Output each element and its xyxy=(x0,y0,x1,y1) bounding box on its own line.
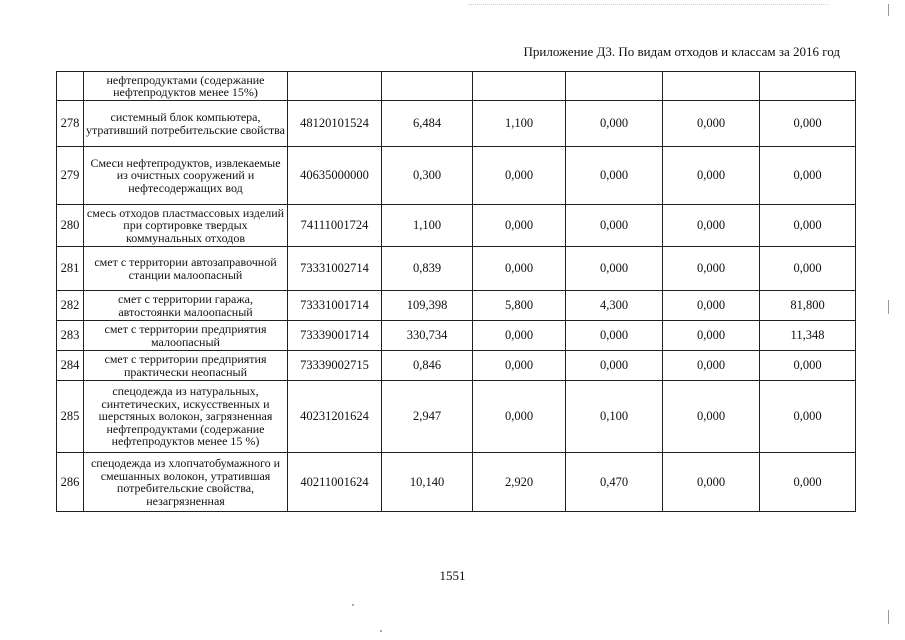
scan-speck xyxy=(352,604,354,606)
value-cell-2: 0,000 xyxy=(473,381,566,453)
value-cell-2: 0,000 xyxy=(473,247,566,291)
value-cell-4 xyxy=(663,72,760,101)
scan-edge-mark xyxy=(888,610,889,624)
waste-name-cell: смесь отходов пластмассовых изделий при сортировке твердых коммунальных отходов xyxy=(84,205,288,247)
value-cell-3: 0,000 xyxy=(566,101,663,147)
fkko-code-cell: 73331001714 xyxy=(288,291,382,321)
value-cell-3 xyxy=(566,72,663,101)
row-number-cell xyxy=(57,72,84,101)
table-row xyxy=(57,351,856,381)
row-number-cell: 284 xyxy=(57,351,84,381)
fkko-code-cell xyxy=(288,72,382,101)
value-cell-1: 6,484 xyxy=(382,101,473,147)
page-header: Приложение Д3. По видам отходов и классам за 2016 год xyxy=(523,44,840,59)
value-cell-5: 0,000 xyxy=(760,147,856,205)
value-cell-2: 5,800 xyxy=(473,291,566,321)
value-cell-1: 0,300 xyxy=(382,147,473,205)
row-number-cell: 279 xyxy=(57,147,84,205)
value-cell-5: 0,000 xyxy=(760,381,856,453)
value-cell-3: 0,000 xyxy=(566,147,663,205)
scan-artifact-line xyxy=(468,4,828,5)
row-number-cell: 286 xyxy=(57,453,84,512)
table-row xyxy=(57,247,856,291)
value-cell-2: 2,920 xyxy=(473,453,566,512)
row-number-cell: 278 xyxy=(57,101,84,147)
waste-name-cell: спецодежда из хлопчатобумажного и смешанных волокон, утратившая потребительские свойства, незагрязненная xyxy=(84,453,288,512)
value-cell-3: 0,000 xyxy=(566,321,663,351)
fkko-code-cell: 48120101524 xyxy=(288,101,382,147)
row-number-cell: 280 xyxy=(57,205,84,247)
value-cell-1: 109,398 xyxy=(382,291,473,321)
value-cell-4: 0,000 xyxy=(663,321,760,351)
table-row xyxy=(57,101,856,147)
waste-name-cell: смет с территории автозаправочной станции малоопасный xyxy=(84,247,288,291)
value-cell-4: 0,000 xyxy=(663,147,760,205)
value-cell-2: 1,100 xyxy=(473,101,566,147)
value-cell-3: 0,470 xyxy=(566,453,663,512)
value-cell-2 xyxy=(473,72,566,101)
value-cell-5: 0,000 xyxy=(760,247,856,291)
value-cell-3: 0,000 xyxy=(566,205,663,247)
value-cell-4: 0,000 xyxy=(663,351,760,381)
table-row xyxy=(57,205,856,247)
value-cell-4: 0,000 xyxy=(663,247,760,291)
value-cell-5: 11,348 xyxy=(760,321,856,351)
waste-name-cell: смет с территории предприятия малоопасный xyxy=(84,321,288,351)
value-cell-1: 330,734 xyxy=(382,321,473,351)
value-cell-4: 0,000 xyxy=(663,205,760,247)
waste-table xyxy=(56,71,856,512)
value-cell-3: 0,000 xyxy=(566,351,663,381)
fkko-code-cell: 73339002715 xyxy=(288,351,382,381)
fkko-code-cell: 40211001624 xyxy=(288,453,382,512)
value-cell-2: 0,000 xyxy=(473,321,566,351)
value-cell-4: 0,000 xyxy=(663,291,760,321)
value-cell-1 xyxy=(382,72,473,101)
value-cell-4: 0,000 xyxy=(663,381,760,453)
value-cell-5: 81,800 xyxy=(760,291,856,321)
waste-name-cell: смет с территории предприятия практически неопасный xyxy=(84,351,288,381)
table-row xyxy=(57,291,856,321)
page-number: 1551 xyxy=(439,568,466,583)
value-cell-4: 0,000 xyxy=(663,101,760,147)
value-cell-1: 2,947 xyxy=(382,381,473,453)
fkko-code-cell: 73339001714 xyxy=(288,321,382,351)
scan-edge-mark xyxy=(888,4,889,16)
row-number-cell: 281 xyxy=(57,247,84,291)
table-row xyxy=(57,72,856,101)
value-cell-2: 0,000 xyxy=(473,147,566,205)
value-cell-5 xyxy=(760,72,856,101)
waste-name-cell: системный блок компьютера, утративший потребительские свойства xyxy=(84,101,288,147)
scan-edge-mark xyxy=(888,300,889,314)
value-cell-5: 0,000 xyxy=(760,101,856,147)
value-cell-5: 0,000 xyxy=(760,205,856,247)
value-cell-2: 0,000 xyxy=(473,205,566,247)
value-cell-5: 0,000 xyxy=(760,351,856,381)
waste-name-cell: смет с территории гаража, автостоянки малоопасный xyxy=(84,291,288,321)
fkko-code-cell: 73331002714 xyxy=(288,247,382,291)
table-row xyxy=(57,147,856,205)
fkko-code-cell: 40231201624 xyxy=(288,381,382,453)
table-row xyxy=(57,453,856,512)
waste-name-cell: спецодежда из натуральных, синтетических, искусственных и шерстяных волокон, загрязненная нефтепродуктами (содержание нефтепродуктов менее 15 %) xyxy=(84,381,288,453)
value-cell-3: 0,100 xyxy=(566,381,663,453)
row-number-cell: 282 xyxy=(57,291,84,321)
waste-name-cell: нефтепродуктами (содержание нефтепродуктов менее 15%) xyxy=(84,72,288,101)
table-row xyxy=(57,321,856,351)
value-cell-1: 0,839 xyxy=(382,247,473,291)
value-cell-5: 0,000 xyxy=(760,453,856,512)
value-cell-3: 0,000 xyxy=(566,247,663,291)
row-number-cell: 285 xyxy=(57,381,84,453)
value-cell-1: 1,100 xyxy=(382,205,473,247)
waste-name-cell: Смеси нефтепродуктов, извлекаемые из очистных сооружений и нефтесодержащих вод xyxy=(84,147,288,205)
fkko-code-cell: 74111001724 xyxy=(288,205,382,247)
scan-speck xyxy=(380,630,382,632)
table-row xyxy=(57,381,856,453)
waste-table-body xyxy=(57,72,856,512)
value-cell-3: 4,300 xyxy=(566,291,663,321)
value-cell-4: 0,000 xyxy=(663,453,760,512)
row-number-cell: 283 xyxy=(57,321,84,351)
value-cell-1: 10,140 xyxy=(382,453,473,512)
fkko-code-cell: 40635000000 xyxy=(288,147,382,205)
value-cell-2: 0,000 xyxy=(473,351,566,381)
value-cell-1: 0,846 xyxy=(382,351,473,381)
